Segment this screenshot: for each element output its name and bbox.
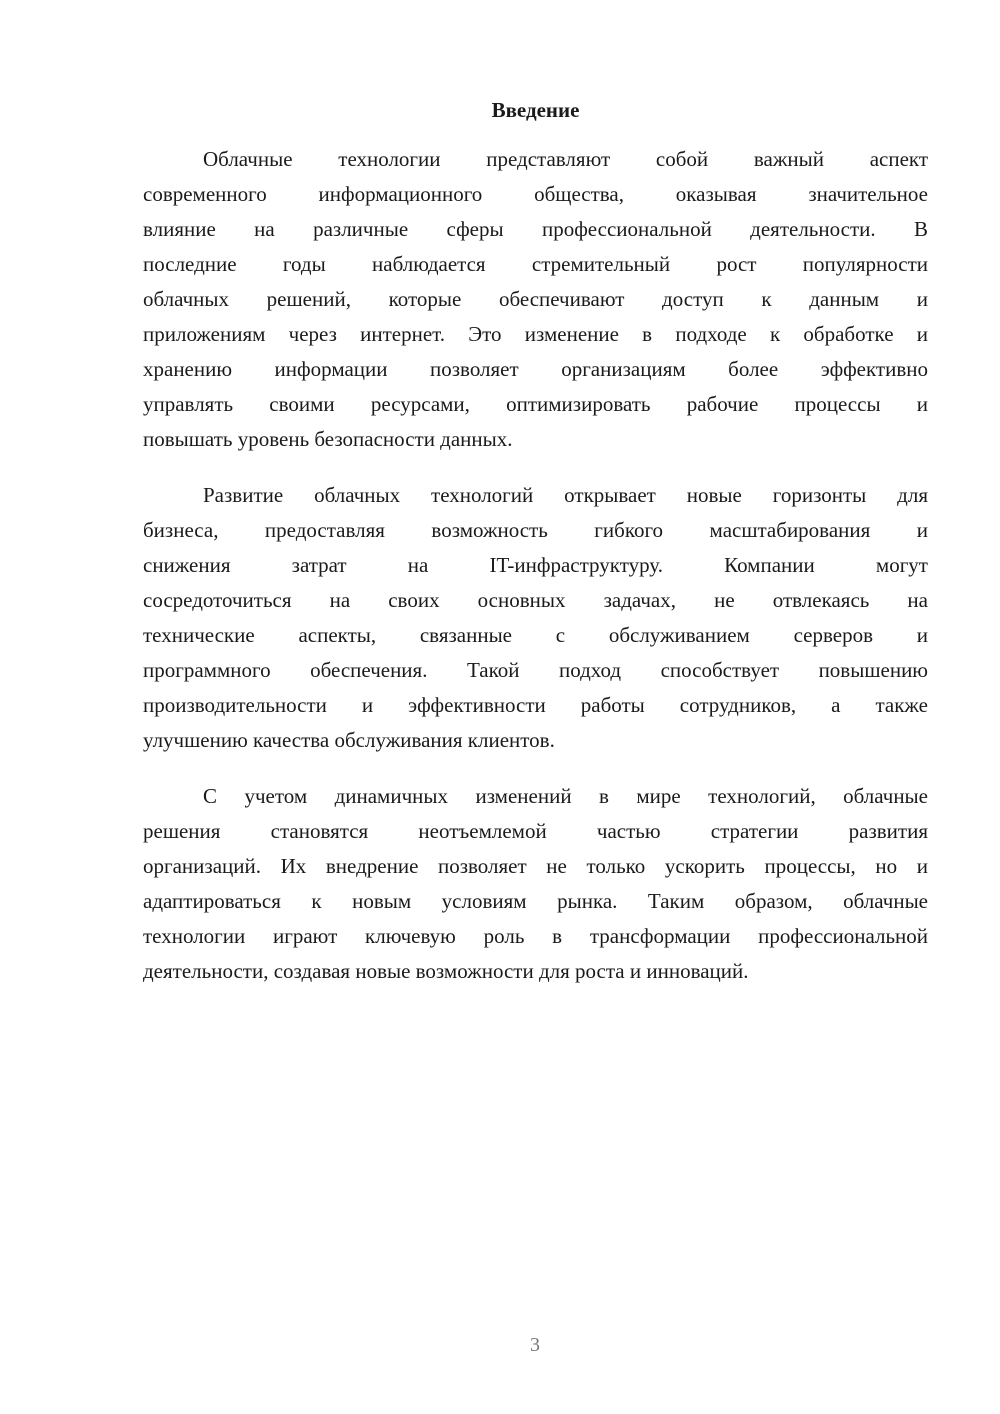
text-line: последние годы наблюдается стремительный рост популярности — [143, 252, 928, 276]
text-line: бизнеса, предоставляя возможность гибкого масштабирования и — [143, 518, 928, 542]
text-line: технологии играют ключевую роль в трансформации профессиональной — [143, 924, 928, 948]
text-line: технические аспекты, связанные с обслуживанием серверов и — [143, 623, 928, 647]
text-line: Развитие облачных технологий открывает новые горизонты для — [203, 483, 928, 507]
text-line: Облачные технологии представляют собой важный аспект — [203, 147, 928, 171]
text-line: снижения затрат на IT-инфраструктуру. Компании могут — [143, 553, 928, 577]
text-line: сосредоточиться на своих основных задачах, не отвлекаясь на — [143, 588, 928, 612]
text-line: производительности и эффективности работы сотрудников, а также — [143, 693, 928, 717]
text-line: организаций. Их внедрение позволяет не только ускорить процессы, но и — [143, 854, 928, 878]
text-line: приложениям через интернет. Это изменение в подходе к обработке и — [143, 322, 928, 346]
paragraph — [143, 142, 928, 457]
text-line: улучшению качества обслуживания клиентов. — [143, 728, 555, 752]
paragraph — [143, 478, 928, 758]
text-line: облачных решений, которые обеспечивают доступ к данным и — [143, 287, 928, 311]
text-line: хранению информации позволяет организациям более эффективно — [143, 357, 928, 381]
document-body — [143, 142, 928, 1010]
text-line: решения становятся неотъемлемой частью стратегии развития — [143, 819, 928, 843]
text-line: повышать уровень безопасности данных. — [143, 427, 513, 451]
page-number: 3 — [530, 1334, 540, 1356]
text-line: влияние на различные сферы профессиональной деятельности. В — [143, 217, 928, 241]
text-line: деятельности, создавая новые возможности для роста и инноваций. — [143, 959, 749, 983]
section-title: Введение — [491, 98, 580, 122]
text-line: С учетом динамичных изменений в мире технологий, облачные — [203, 784, 928, 808]
text-line: современного информационного общества, оказывая значительное — [143, 182, 928, 206]
text-line: управлять своими ресурсами, оптимизировать рабочие процессы и — [143, 392, 928, 416]
text-line: адаптироваться к новым условиям рынка. Таким образом, облачные — [143, 889, 928, 913]
paragraph — [143, 779, 928, 989]
text-line: программного обеспечения. Такой подход способствует повышению — [143, 658, 928, 682]
